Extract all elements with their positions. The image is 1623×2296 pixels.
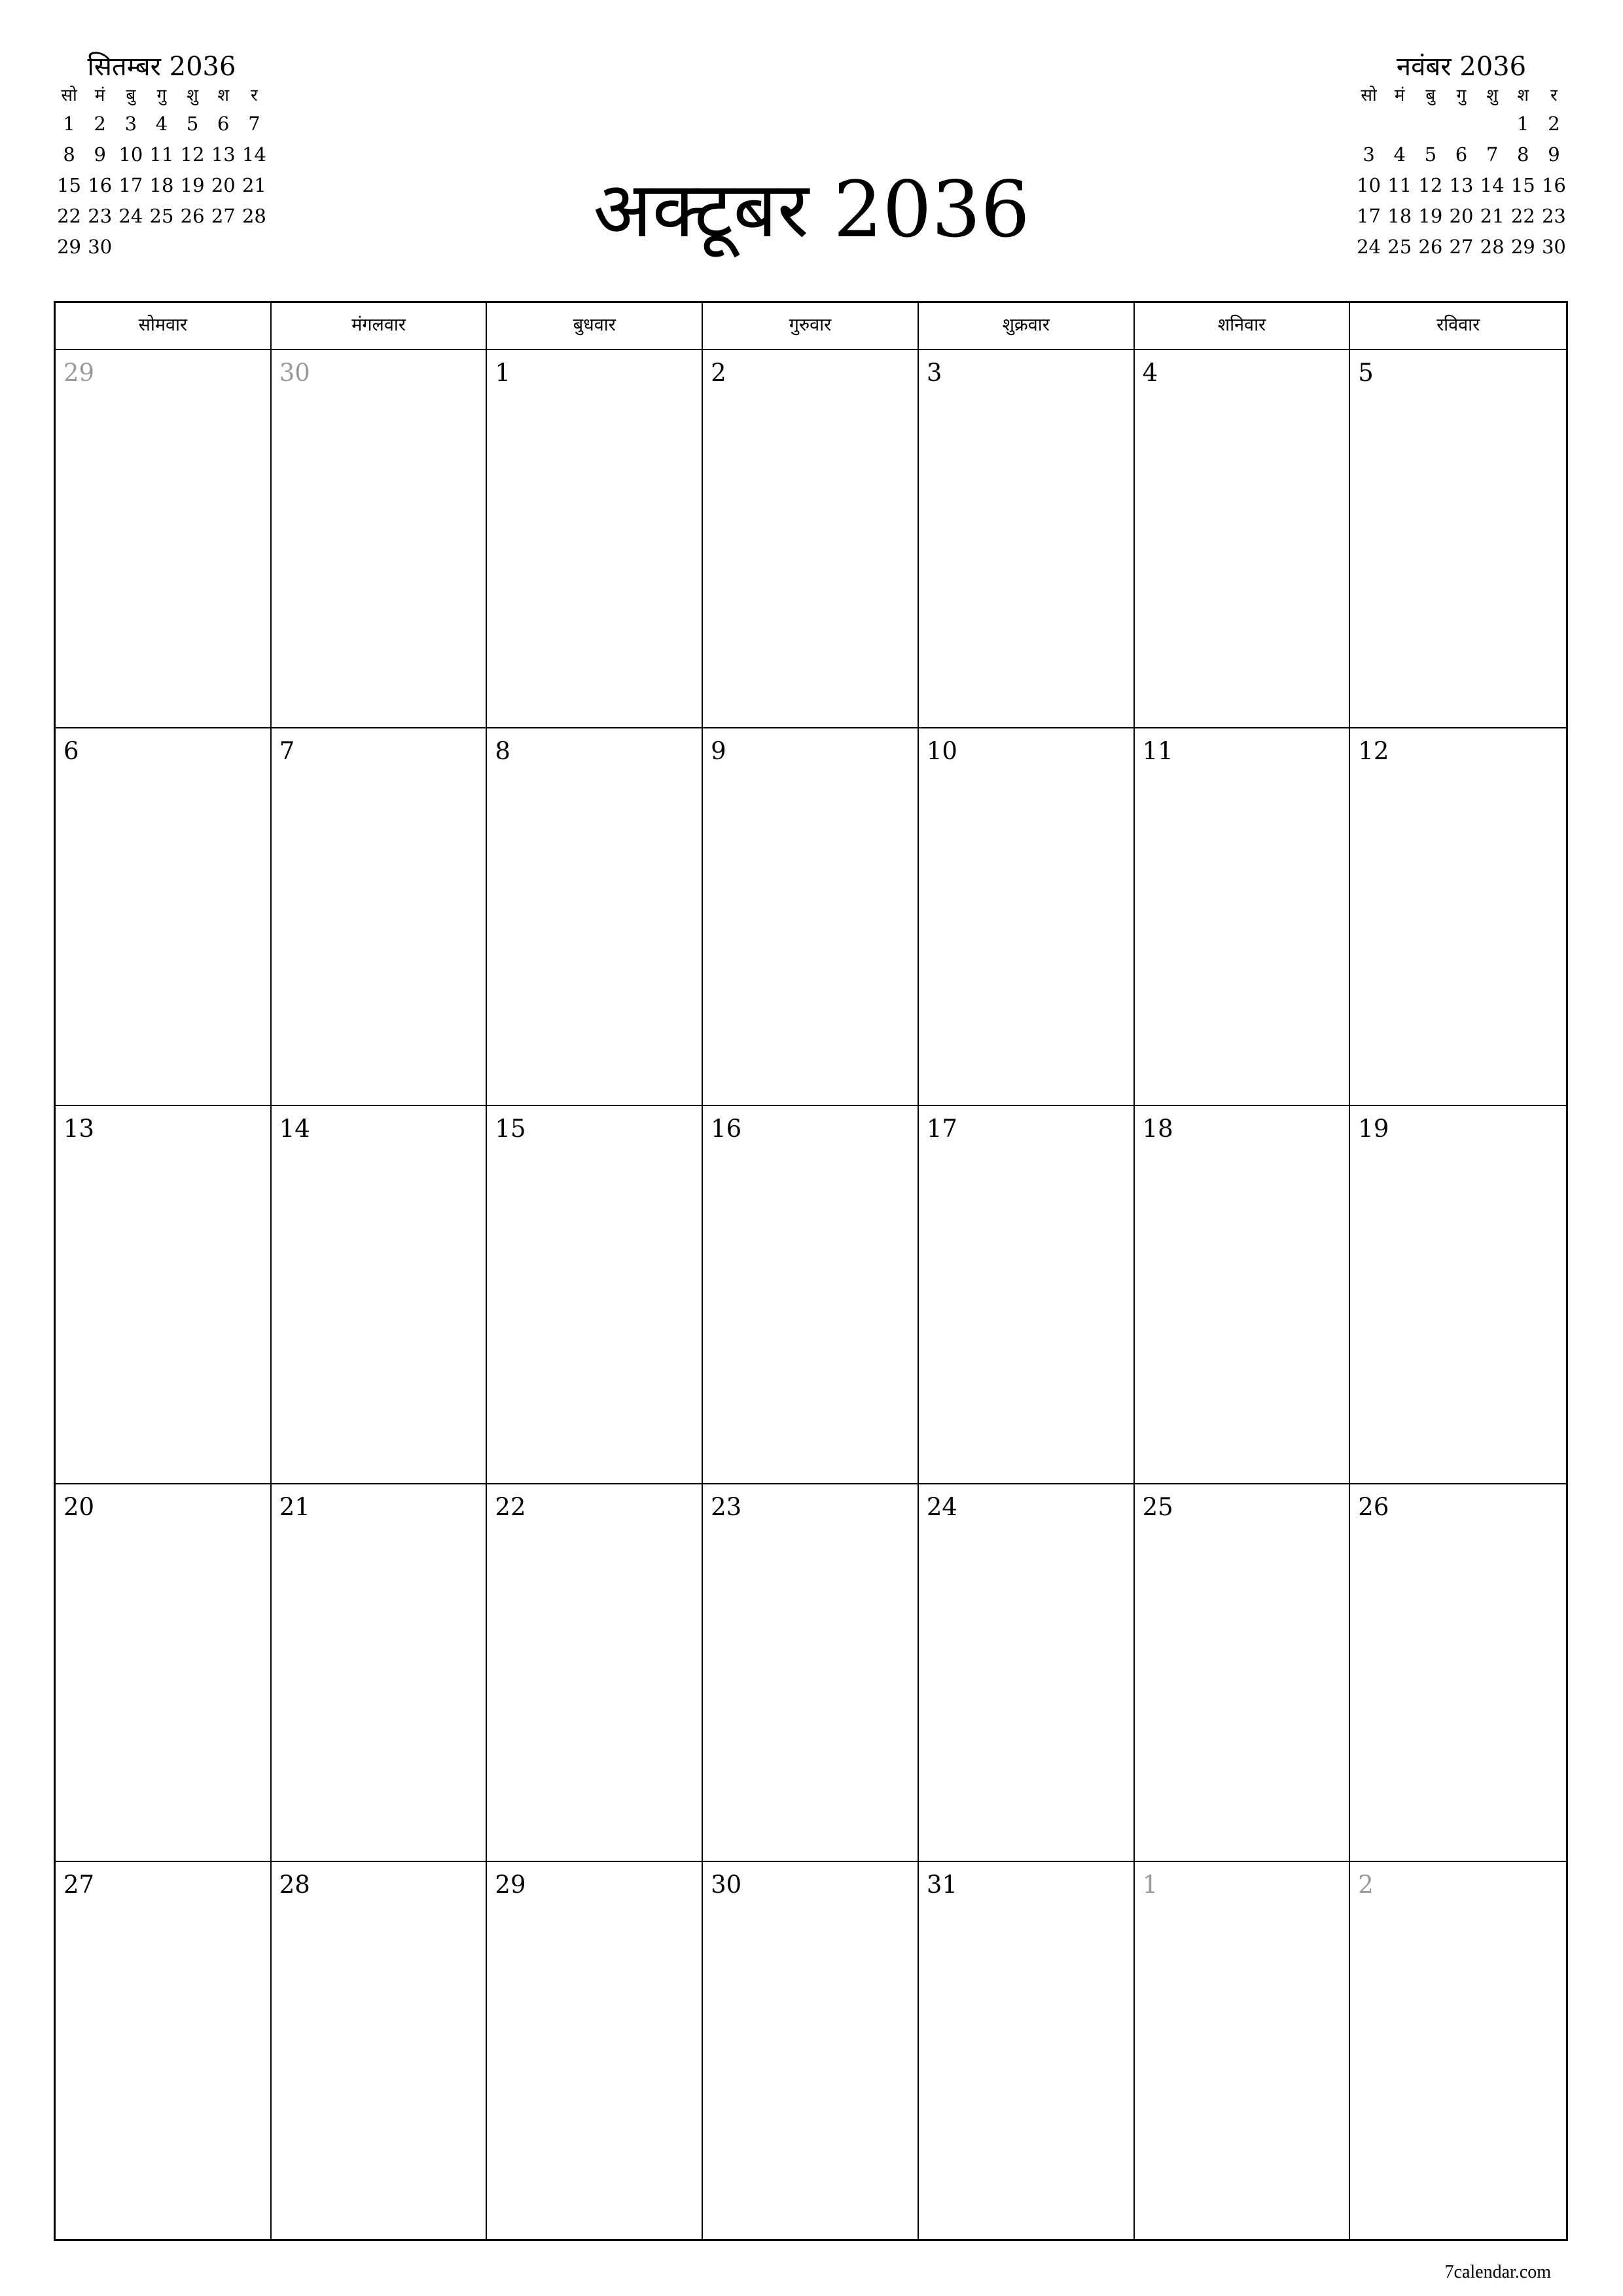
day-cell[interactable] bbox=[1350, 1106, 1566, 1484]
mini-day: 9 bbox=[94, 143, 106, 166]
mini-day: 15 bbox=[57, 174, 82, 196]
day-cell[interactable] bbox=[703, 350, 919, 728]
day-cell[interactable] bbox=[487, 350, 703, 728]
mini-day: 2 bbox=[94, 113, 106, 135]
day-cell[interactable] bbox=[487, 1484, 703, 1863]
day-cell[interactable] bbox=[703, 1862, 919, 2240]
mini-day: 30 bbox=[1541, 236, 1566, 258]
mini-day bbox=[1477, 109, 1508, 139]
day-cell[interactable] bbox=[1135, 1106, 1351, 1484]
day-number: 27 bbox=[63, 1871, 95, 1899]
day-cell[interactable] bbox=[272, 1106, 488, 1484]
day-cell[interactable] bbox=[919, 350, 1135, 728]
website-watermark: 7calendar.com bbox=[1444, 2262, 1551, 2282]
day-number: 1 bbox=[1142, 1871, 1158, 1899]
day-number: 30 bbox=[711, 1871, 742, 1899]
day-cell[interactable] bbox=[919, 1106, 1135, 1484]
day-number: 17 bbox=[926, 1115, 957, 1143]
day-number: 2 bbox=[711, 359, 726, 387]
mini-day bbox=[1415, 109, 1446, 139]
day-cell[interactable] bbox=[272, 350, 488, 728]
mini-day: 14 bbox=[241, 143, 266, 166]
month-calendar-grid bbox=[54, 301, 1568, 2241]
mini-day: 15 bbox=[1510, 174, 1535, 196]
mini-day bbox=[1446, 109, 1476, 139]
day-cell[interactable] bbox=[1135, 728, 1351, 1107]
day-number: 15 bbox=[495, 1115, 526, 1143]
mini-weekday-label: मं bbox=[1394, 86, 1405, 105]
mini-weekday-label: र bbox=[1550, 86, 1558, 105]
day-number: 7 bbox=[279, 736, 295, 765]
mini-day: 16 bbox=[88, 174, 113, 196]
mini-day: 10 bbox=[118, 143, 143, 166]
mini-day: 4 bbox=[1393, 143, 1406, 166]
mini-day: 29 bbox=[1510, 236, 1535, 258]
day-number: 28 bbox=[279, 1871, 310, 1899]
mini-day: 23 bbox=[88, 205, 113, 227]
weekday-header: बुधवार bbox=[487, 303, 703, 349]
calendar-weeks bbox=[56, 350, 1566, 2240]
weekday-header-row bbox=[56, 303, 1566, 350]
mini-calendar-grid bbox=[54, 82, 270, 262]
mini-day: 29 bbox=[57, 236, 82, 258]
day-number: 21 bbox=[279, 1492, 310, 1521]
mini-day: 5 bbox=[1424, 143, 1437, 166]
weekday-header: शनिवार bbox=[1135, 303, 1351, 349]
weekday-header: गुरुवार bbox=[703, 303, 919, 349]
day-number: 5 bbox=[1358, 359, 1374, 387]
mini-day: 2 bbox=[1548, 113, 1560, 135]
day-number: 25 bbox=[1142, 1492, 1173, 1521]
mini-day: 11 bbox=[1387, 174, 1412, 196]
mini-weekday-label: बु bbox=[1425, 86, 1436, 105]
mini-weekday-label: गु bbox=[1456, 86, 1467, 105]
day-cell[interactable] bbox=[272, 1862, 488, 2240]
mini-day bbox=[177, 232, 208, 262]
weekday-header: मंगलवार bbox=[272, 303, 488, 349]
mini-day: 13 bbox=[211, 143, 236, 166]
mini-weekday-label: सो bbox=[61, 86, 77, 105]
day-number: 8 bbox=[495, 736, 510, 765]
day-cell[interactable] bbox=[919, 1484, 1135, 1863]
mini-day: 4 bbox=[155, 113, 168, 135]
day-cell[interactable] bbox=[703, 728, 919, 1107]
page-title: अक्टूबर 2036 bbox=[593, 164, 1030, 255]
day-number: 16 bbox=[711, 1115, 742, 1143]
day-number: 3 bbox=[926, 359, 942, 387]
mini-day: 13 bbox=[1449, 174, 1474, 196]
mini-day: 7 bbox=[248, 113, 260, 135]
mini-day: 28 bbox=[1480, 236, 1505, 258]
mini-weekday-label: बु bbox=[126, 86, 136, 105]
mini-weekday-label: शु bbox=[187, 86, 198, 105]
day-number: 1 bbox=[495, 359, 510, 387]
mini-day: 1 bbox=[63, 113, 75, 135]
day-cell[interactable] bbox=[487, 1106, 703, 1484]
day-cell[interactable] bbox=[1350, 1862, 1566, 2240]
day-number: 14 bbox=[279, 1115, 310, 1143]
day-number: 22 bbox=[495, 1492, 526, 1521]
day-number: 9 bbox=[711, 736, 726, 765]
day-number: 10 bbox=[926, 736, 957, 765]
day-cell[interactable] bbox=[272, 1484, 488, 1863]
mini-day: 27 bbox=[1449, 236, 1474, 258]
day-cell[interactable] bbox=[703, 1106, 919, 1484]
mini-day: 18 bbox=[149, 174, 174, 196]
mini-day: 20 bbox=[1449, 205, 1474, 227]
day-number: 29 bbox=[495, 1871, 526, 1899]
day-cell[interactable] bbox=[919, 1862, 1135, 2240]
mini-calendar-title: नवंबर 2036 bbox=[1396, 52, 1527, 82]
weekday-header: शुक्रवार bbox=[919, 303, 1135, 349]
day-cell[interactable] bbox=[1135, 350, 1351, 728]
mini-calendar-grid bbox=[1353, 82, 1569, 262]
mini-day: 11 bbox=[149, 143, 174, 166]
mini-day: 22 bbox=[57, 205, 82, 227]
day-cell[interactable] bbox=[56, 350, 272, 728]
mini-weekday-label: सो bbox=[1361, 86, 1377, 105]
mini-day: 25 bbox=[1387, 236, 1412, 258]
day-cell[interactable] bbox=[56, 1484, 272, 1863]
mini-day: 16 bbox=[1541, 174, 1566, 196]
mini-day: 30 bbox=[88, 236, 113, 258]
weekday-header: रविवार bbox=[1436, 315, 1480, 335]
mini-day: 10 bbox=[1357, 174, 1382, 196]
mini-weekday-label: र bbox=[251, 86, 258, 105]
mini-weekday-label: शु bbox=[1486, 86, 1498, 105]
mini-day: 8 bbox=[1517, 143, 1529, 166]
mini-day: 26 bbox=[180, 205, 205, 227]
day-number: 2 bbox=[1358, 1871, 1374, 1899]
day-cell[interactable] bbox=[1350, 350, 1566, 728]
mini-day: 26 bbox=[1418, 236, 1443, 258]
day-number: 24 bbox=[926, 1492, 957, 1521]
mini-day: 5 bbox=[186, 113, 199, 135]
mini-weekday-label: गु bbox=[156, 86, 167, 105]
mini-day: 14 bbox=[1480, 174, 1505, 196]
mini-day: 19 bbox=[180, 174, 205, 196]
day-number: 31 bbox=[926, 1871, 957, 1899]
day-number: 19 bbox=[1358, 1115, 1389, 1143]
mini-day bbox=[239, 232, 270, 262]
mini-day: 3 bbox=[1363, 143, 1375, 166]
day-cell[interactable] bbox=[1350, 728, 1566, 1107]
mini-day: 12 bbox=[180, 143, 205, 166]
mini-day: 17 bbox=[118, 174, 143, 196]
mini-day: 9 bbox=[1548, 143, 1560, 166]
day-cell[interactable] bbox=[703, 1484, 919, 1863]
day-cell[interactable] bbox=[487, 1862, 703, 2240]
mini-day: 22 bbox=[1510, 205, 1535, 227]
mini-calendar-title: सितम्बर 2036 bbox=[87, 52, 236, 82]
mini-day: 3 bbox=[124, 113, 137, 135]
day-number: 30 bbox=[279, 359, 310, 387]
day-number: 23 bbox=[711, 1492, 742, 1521]
mini-day bbox=[115, 232, 146, 262]
day-cell[interactable] bbox=[56, 728, 272, 1107]
day-number: 29 bbox=[63, 359, 95, 387]
day-cell[interactable] bbox=[1135, 1862, 1351, 2240]
mini-day: 24 bbox=[1357, 236, 1382, 258]
mini-day: 12 bbox=[1418, 174, 1443, 196]
mini-day bbox=[208, 232, 239, 262]
mini-day: 6 bbox=[1455, 143, 1468, 166]
mini-day: 19 bbox=[1418, 205, 1443, 227]
mini-day: 25 bbox=[149, 205, 174, 227]
weekday-header: सोमवार bbox=[56, 303, 272, 349]
day-number: 13 bbox=[63, 1115, 95, 1143]
mini-day: 7 bbox=[1486, 143, 1499, 166]
day-cell[interactable] bbox=[487, 728, 703, 1107]
mini-day bbox=[1384, 109, 1415, 139]
day-number: 6 bbox=[63, 736, 79, 765]
mini-day: 28 bbox=[241, 205, 266, 227]
mini-day: 8 bbox=[63, 143, 75, 166]
day-number: 20 bbox=[63, 1492, 95, 1521]
mini-weekday-label: मं bbox=[94, 86, 105, 105]
day-cell[interactable] bbox=[919, 728, 1135, 1107]
mini-day: 27 bbox=[211, 205, 236, 227]
mini-calendar-next-month bbox=[1353, 51, 1569, 262]
mini-day: 18 bbox=[1387, 205, 1412, 227]
day-number: 12 bbox=[1358, 736, 1389, 765]
mini-calendar-previous-month bbox=[54, 51, 270, 262]
mini-day bbox=[1353, 109, 1384, 139]
day-number: 26 bbox=[1358, 1492, 1389, 1521]
day-number: 11 bbox=[1142, 736, 1173, 765]
day-number: 4 bbox=[1142, 359, 1158, 387]
mini-day: 1 bbox=[1517, 113, 1529, 135]
mini-day: 23 bbox=[1541, 205, 1566, 227]
day-cell[interactable] bbox=[56, 1106, 272, 1484]
mini-weekday-label: श bbox=[1517, 86, 1529, 105]
day-cell[interactable] bbox=[1135, 1484, 1351, 1863]
mini-day bbox=[146, 232, 177, 262]
mini-day: 21 bbox=[1480, 205, 1505, 227]
mini-day: 17 bbox=[1357, 205, 1382, 227]
mini-day: 6 bbox=[217, 113, 230, 135]
day-cell[interactable] bbox=[56, 1862, 272, 2240]
mini-day: 21 bbox=[241, 174, 266, 196]
mini-day: 24 bbox=[118, 205, 143, 227]
mini-weekday-label: श bbox=[217, 86, 230, 105]
day-number: 18 bbox=[1142, 1115, 1173, 1143]
day-cell[interactable] bbox=[272, 728, 488, 1107]
day-cell[interactable] bbox=[1350, 1484, 1566, 1863]
mini-day: 20 bbox=[211, 174, 236, 196]
